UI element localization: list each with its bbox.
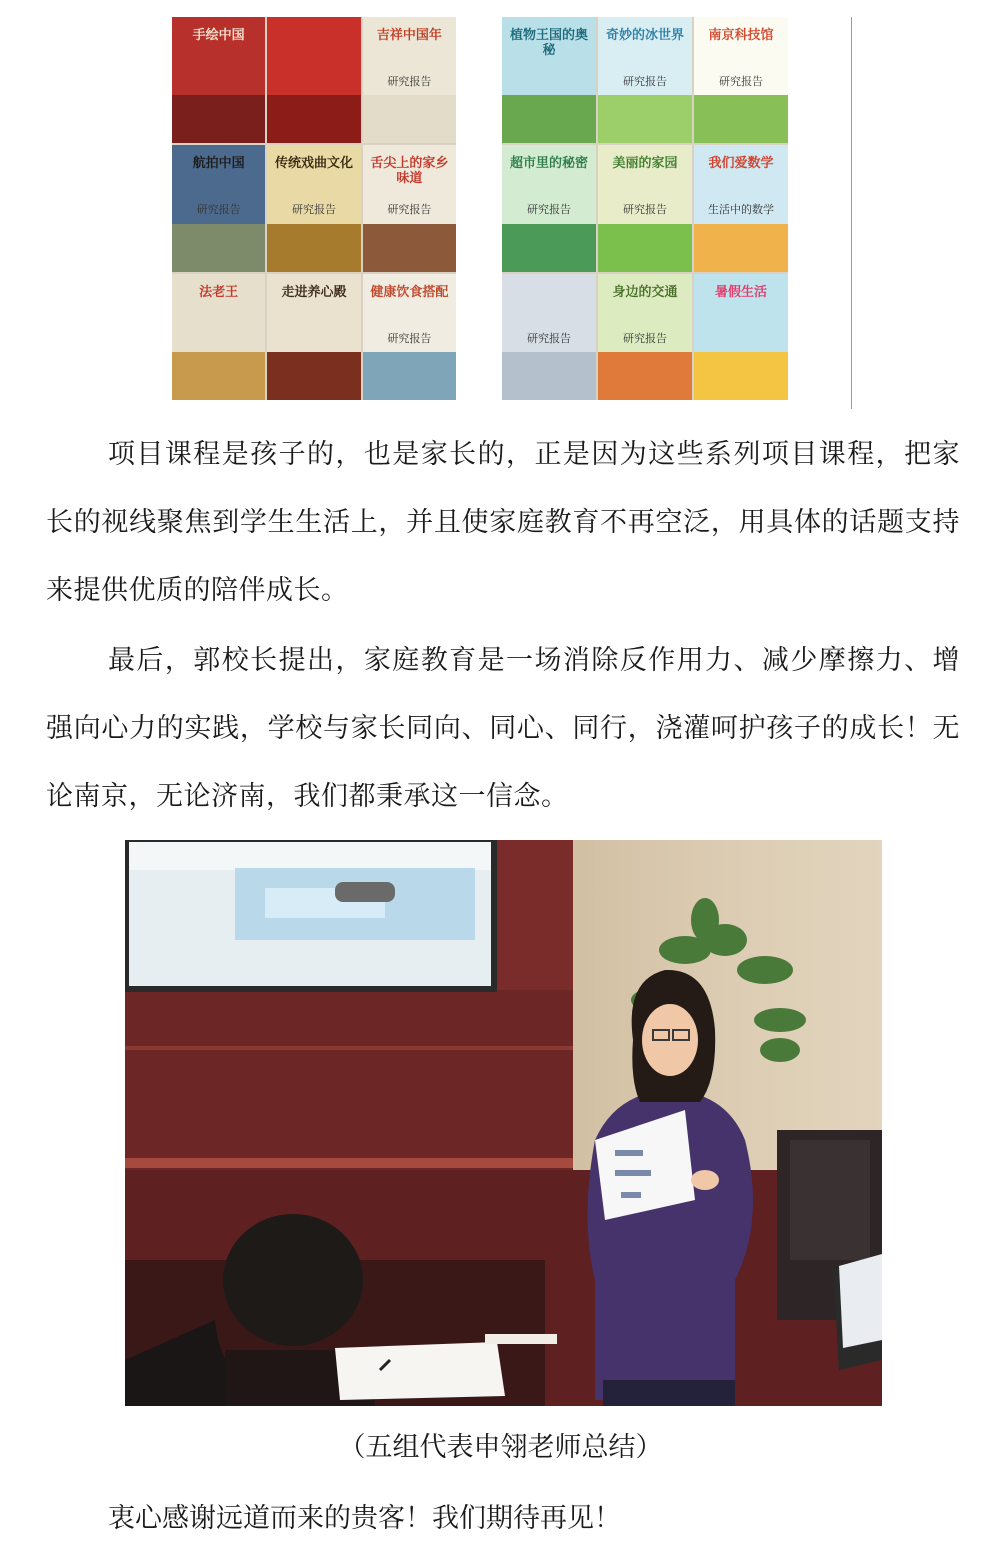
- cover-illustration: [502, 224, 596, 272]
- cover-illustration: [502, 352, 596, 400]
- cover-subtitle: 研究报告: [623, 203, 667, 217]
- cover-subtitle: 研究报告: [387, 75, 432, 88]
- cover-subtitle: 研究报告: [291, 203, 336, 217]
- cover-illustration: [172, 352, 265, 400]
- cover-title: 身边的交通: [612, 284, 678, 300]
- cover-illustration: [363, 224, 456, 272]
- cover-title: 健康饮食搭配: [370, 284, 449, 300]
- cover-illustration: [694, 95, 788, 143]
- cover-illustration: [172, 95, 265, 143]
- cover-title: 法老王: [199, 284, 239, 300]
- cover-title: 舌尖上的家乡味道: [370, 156, 449, 187]
- report-cover: [267, 17, 360, 143]
- paragraph-project-courses: 项目课程是孩子的，也是家长的，正是因为这些系列项目课程，把家长的视线聚焦到学生生活上，并且使家庭教育不再空泛，用具体的话题支持来提供优质的陪伴成长。: [46, 439, 960, 606]
- cover-title: 植物王国的奥秘: [509, 28, 588, 58]
- closing-remark: 衷心感谢远道而来的贵客！我们期待再见！: [108, 1503, 621, 1534]
- cover-title: 暑假生活: [714, 284, 767, 300]
- paragraph-principal-summary: 最后，郭校长提出，家庭教育是一场消除反作用力、减少摩擦力、增强向心力的实践，学校与家长同向、同心、同行，浇灌呵护孩子的成长！无论南京，无论济南，我们都秉承这一信念。: [46, 645, 960, 812]
- report-cover: [267, 145, 360, 271]
- report-cover: [694, 274, 788, 400]
- cover-illustration: [694, 224, 788, 272]
- cover-subtitle: 研究报告: [196, 203, 241, 217]
- cover-subtitle: 研究报告: [527, 203, 571, 217]
- report-cover: [172, 17, 265, 143]
- divider-line: [851, 17, 852, 409]
- cover-title: 航拍中国: [192, 156, 245, 172]
- cover-title: 我们爱数学: [708, 156, 774, 172]
- report-cover: [502, 274, 596, 400]
- cover-illustration: [267, 352, 360, 400]
- cover-title: 吉祥中国年: [376, 28, 442, 43]
- cover-title: 南京科技馆: [708, 28, 774, 43]
- cover-illustration: [363, 95, 456, 143]
- report-cover: [694, 145, 788, 271]
- cover-title: 传统戏曲文化: [274, 156, 353, 172]
- cover-title: 走进养心殿: [281, 284, 347, 300]
- cover-subtitle: 研究报告: [623, 331, 667, 345]
- report-cover: [502, 145, 596, 271]
- report-cover: [172, 145, 265, 271]
- report-cover: [363, 17, 456, 143]
- photo-caption: （五组代表申翎老师总结）: [338, 1432, 663, 1463]
- report-cover: [172, 274, 265, 400]
- cover-illustration: [267, 95, 360, 143]
- report-cover: [694, 17, 788, 143]
- report-covers-collage-left: [172, 17, 456, 400]
- cover-title: 奇妙的冰世界: [605, 28, 684, 43]
- cover-illustration: [598, 95, 692, 143]
- cover-illustration: [598, 352, 692, 400]
- cover-subtitle: 研究报告: [719, 75, 763, 88]
- report-cover: [363, 274, 456, 400]
- report-cover: [598, 274, 692, 400]
- cover-title: 手绘中国: [192, 28, 245, 43]
- report-cover: [598, 145, 692, 271]
- cover-illustration: [267, 224, 360, 272]
- cover-title: 美丽的家园: [612, 156, 678, 172]
- cover-illustration: [363, 352, 456, 400]
- report-cover: [363, 145, 456, 271]
- cover-subtitle: 研究报告: [387, 203, 432, 217]
- cover-illustration: [598, 224, 692, 272]
- cover-illustration: [172, 224, 265, 272]
- cover-subtitle: 研究报告: [623, 75, 667, 88]
- cover-illustration: [694, 352, 788, 400]
- report-cover: [502, 17, 596, 143]
- cover-illustration: [502, 95, 596, 143]
- report-covers-collage-right: [502, 17, 788, 400]
- cover-subtitle: 研究报告: [527, 331, 571, 345]
- cover-title: 超市里的秘密: [509, 156, 588, 172]
- report-cover: [598, 17, 692, 143]
- cover-subtitle: 研究报告: [387, 331, 432, 345]
- presentation-photo: [125, 840, 882, 1406]
- cover-subtitle: 生活中的数学: [708, 203, 774, 217]
- report-cover: [267, 274, 360, 400]
